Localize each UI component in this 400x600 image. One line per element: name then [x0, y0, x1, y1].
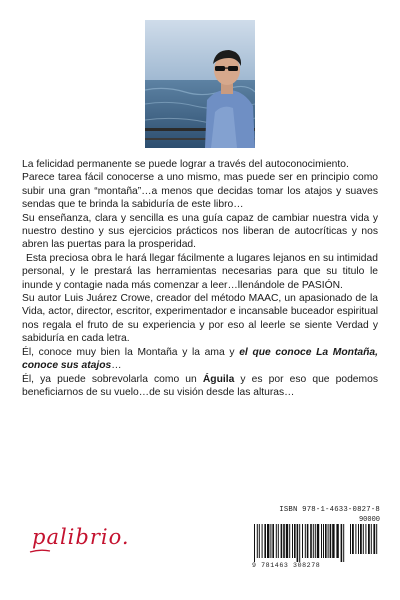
barcode-bar — [325, 524, 327, 558]
barcode-bar — [254, 524, 255, 562]
barcode-bar — [350, 524, 351, 554]
paragraph-2: Parece tarea fácil conocerse a uno mismo, mas puede ser en principio como subir una gran “montaña”…a menos que decidas tomar los atajos y suaves sendas que te brinda la sabiduría de este libro… — [22, 172, 378, 211]
barcode-bar — [360, 524, 362, 554]
paragraph-7-strong: Águila — [202, 373, 235, 385]
barcode-bars — [252, 524, 380, 562]
paragraph-5: Su autor Luis Juárez Crowe, creador del método MAAC, un apasionado de la Vida, actor, director, escritor, experimentador e incansable buceador espiritual nos regala el fruto de su experiencia y por eso al leerle se siente Verdad y sabiduría en cada letra. — [22, 293, 378, 345]
barcode-bar — [286, 524, 288, 558]
barcode-bar — [292, 524, 293, 558]
barcode-bar — [278, 524, 279, 558]
isbn-label: ISBN 978-1-4633-0827-8 — [279, 506, 380, 514]
barcode-bar — [313, 524, 314, 558]
barcode-bar — [323, 524, 324, 558]
barcode-bar — [262, 524, 263, 558]
isbn-barcode — [252, 506, 380, 570]
paragraph-6 — [22, 346, 378, 373]
barcode-bar — [259, 524, 260, 558]
barcode-bar — [305, 524, 306, 558]
barcode-bar — [336, 524, 338, 558]
barcode-bar — [297, 524, 299, 562]
barcode-bar — [352, 524, 354, 554]
ean-digits: 9 781463 308278 — [252, 562, 321, 569]
paragraph-6-text: Él, conoce muy bien la Montaña y la ama y — [22, 346, 240, 358]
paragraph-3: Su enseñanza, clara y sencilla es una guía capaz de cambiar nuestra vida y nuestro destino y sus ejercicios prácticos nos liberan de autocríticas y nos abren las puertas para la prosperidad. — [22, 212, 378, 251]
barcode-bar — [321, 524, 322, 558]
paragraph-7-rest: y es por eso que podemos beneficiarnos de su vuelo…de su visión desde las alturas… — [22, 373, 378, 398]
barcode-bar — [358, 524, 359, 554]
barcode-bar — [332, 524, 334, 558]
barcode-bar — [302, 524, 303, 558]
barcode-bar — [264, 524, 266, 558]
barcode-bar — [365, 524, 366, 554]
publisher-logo — [26, 518, 136, 558]
barcode-bar — [341, 524, 343, 562]
author-photo — [145, 20, 255, 148]
barcode-bar — [373, 524, 375, 554]
barcode-bar — [315, 524, 316, 558]
barcode-bar — [355, 524, 356, 554]
barcode-bar — [368, 524, 370, 554]
barcode-bar — [270, 524, 271, 558]
barcode-bar — [310, 524, 312, 558]
paragraph-7 — [22, 373, 378, 400]
barcode-bar — [283, 524, 285, 558]
barcode-bar — [328, 524, 329, 558]
barcode-bar — [281, 524, 283, 558]
paragraph-6-emphasis: el que conoce La Montaña, conoce sus atajos — [22, 346, 379, 372]
barcode-bar — [294, 524, 296, 558]
paragraph-4: Esta preciosa obra le hará llegar fácilmente a lugares lejanos en su intimidad personal, y le prestará las herramientas necesarias para que su titulo le inunde y contagie nada más comenzar a leer…llenándole de PASIÓN. — [22, 252, 378, 291]
barcode-bar — [343, 524, 344, 562]
back-cover-blurb — [22, 158, 378, 399]
barcode-bar — [371, 524, 372, 554]
barcode-bar — [267, 524, 269, 558]
paragraph-6-ellipsis: … — [111, 360, 122, 372]
barcode-bar — [307, 524, 309, 558]
barcode-bar — [257, 524, 258, 558]
barcode-bar — [330, 524, 332, 558]
barcode-bar — [289, 524, 290, 558]
barcode-bar — [317, 524, 319, 558]
barcode-bar — [363, 524, 364, 554]
barcode-bar — [376, 524, 377, 554]
barcode-bar — [272, 524, 274, 558]
price-code: 90000 — [358, 516, 380, 524]
paragraph-1: La felicidad permanente se puede lograr a través del autoconocimiento. — [22, 159, 349, 170]
barcode-bar — [276, 524, 277, 558]
author-photo-illustration — [145, 20, 255, 148]
publisher-logo-text: palibrio. — [32, 525, 130, 549]
barcode-bar — [299, 524, 300, 562]
paragraph-7-text: Él, ya puede sobrevolarla como un — [22, 373, 203, 385]
